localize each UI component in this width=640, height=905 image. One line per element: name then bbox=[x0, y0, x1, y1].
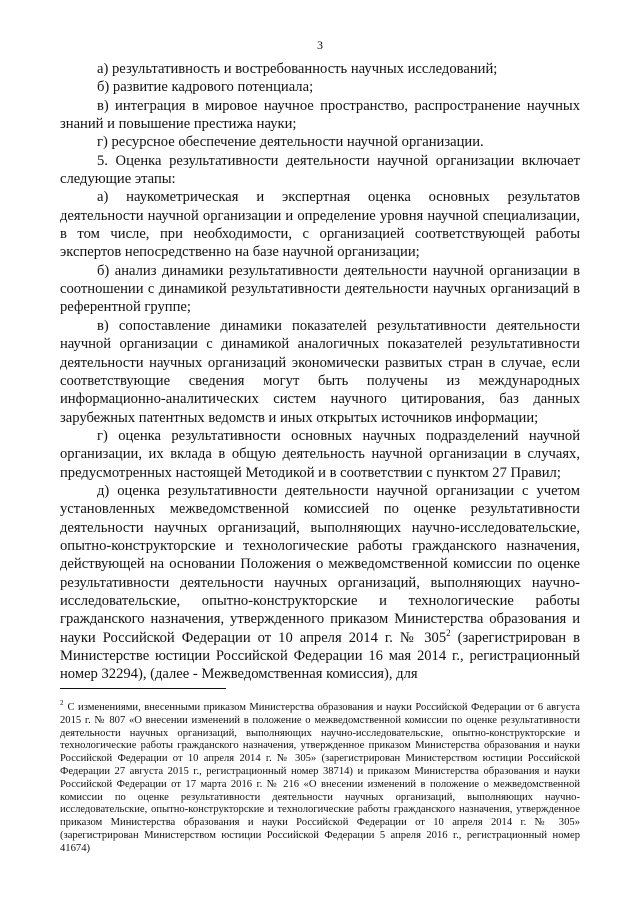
paragraph-stage-d-text: д) оценка результативности деятельности научной организации с учетом установленных межведомственной комиссией по оценке результативности деятельности научных организаций, выполняющих научно-исследовательские, опытно-конструкторские и технологические работы гражданского назначения, действующей на основании Положения о межведомственной комиссии по оценке результативности деятельности научных организаций, выполняющих научно-исследовательские, опытно-конструкторские и технологические работы гражданского назначения, утвержденного приказом Министерства образования и науки Российской Федерации от 10 апреля 2014 г. № 305 bbox=[60, 482, 580, 646]
paragraph-stage-v: в) сопоставление динамики показателей результативности деятельности научной организации с динамикой аналогичных показателей результативности деятельности научных организаций экономически развитых стран в случае, если соответствующие сведения могут быть получены из международных информационно-аналитических систем научного цитирования, баз данных зарубежных патентных ведомств и иных открытых источников информации; bbox=[60, 317, 580, 426]
document-body bbox=[60, 60, 580, 684]
footnote-text: С изменениями, внесенными приказом Министерства образования и науки Российской Федерации от 6 августа 2015 г. № 807 «О внесении изменений в положение о межведомственной комиссии по оценке результативности деятельности научных организаций, выполняющих научно-исследовательские, опытно-конструкторские и технологические работы гражданского назначения, утвержденное приказом Министерства образования и науки Российской Федерации от 10 апреля 2014 г. № 305» (зарегистрирован Министерством юстиции Российской Федерации 27 августа 2015 г., регистрационный номер 38714) и приказом Министерства образования и науки Российской Федерации от 17 марта 2016 г. № 216 «О внесении изменений в положение о межведомственной комиссии по оценке результативности деятельности научных организаций, выполняющих научно-исследовательские, опытно-конструкторские и технологические работы гражданского назначения, утвержденное приказом Министерства образования и науки Российской Федерации от 10 апреля 2014 г. № 305» (зарегистрирован Министерством юстиции Российской Федерации 5 апреля 2016 г., регистрационный номер 41674) bbox=[60, 702, 580, 854]
paragraph-section-5: 5. Оценка результативности деятельности научной организации включает следующие этапы: bbox=[60, 152, 580, 188]
paragraph-item-v: в) интеграция в мировое научное пространство, распространение научных знаний и повышение престижа науки; bbox=[60, 97, 580, 133]
paragraph-item-g: г) ресурсное обеспечение деятельности научной организации. bbox=[97, 134, 484, 151]
footnote-divider bbox=[60, 688, 226, 689]
paragraph-stage-a: а) наукометрическая и экспертная оценка основных результатов деятельности научной организации и определение уровня научной специализации, в том числе, при необходимости, с организацией соответствующей работы экспертов непосредственно на базе научной организации; bbox=[60, 189, 580, 261]
footnote-reference: 2 bbox=[446, 627, 451, 638]
paragraph-stage-g: г) оценка результативности основных научных подразделений научной организации, их вклада в общую деятельность научной организации в случаях, предусмотренных настоящей Методикой и в соответствии с пунктом 27 Правил; bbox=[60, 427, 580, 481]
footnote bbox=[60, 699, 580, 856]
footnote-mark: 2 bbox=[60, 699, 64, 708]
paragraph-item-a: а) результативность и востребованность научных исследований; bbox=[97, 61, 498, 77]
paragraph-stage-b: б) анализ динамики результативности деятельности научной организации в соотношении с динамикой результативности деятельности научных организаций в референтной группе; bbox=[60, 262, 580, 316]
paragraph-stage-d-continuation: (зарегистрирован в Министерстве юстиции Российской Федерации 16 мая 2014 г., регистрационный номер 32294), (далее - Межведомственная комиссия), для bbox=[60, 629, 580, 683]
paragraph-item-b: б) развитие кадрового потенциала; bbox=[97, 79, 314, 96]
page-number: 3 bbox=[317, 38, 323, 52]
paragraph-stage-d bbox=[60, 482, 580, 684]
